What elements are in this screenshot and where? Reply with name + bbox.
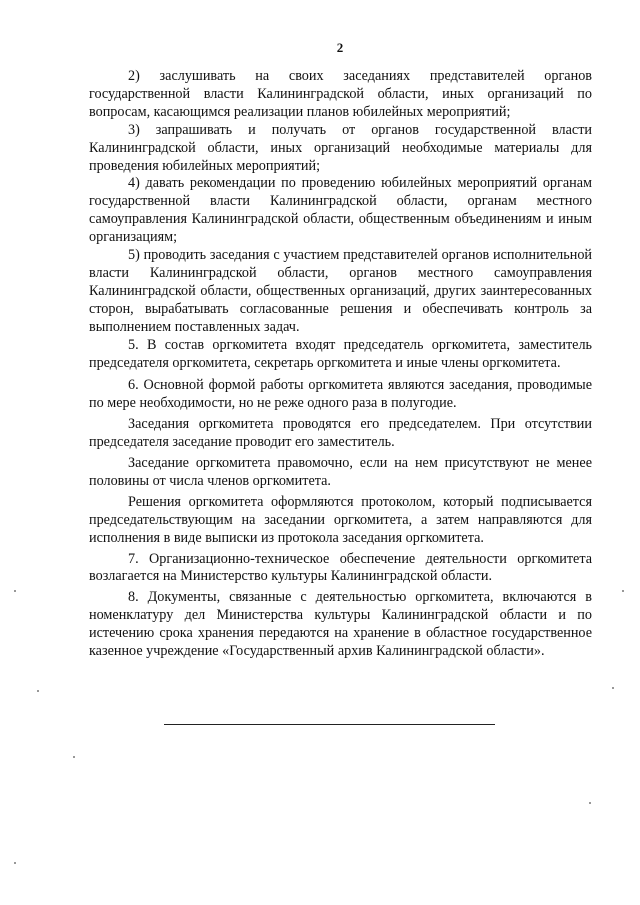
paragraph-item-5: 5) проводить заседания с участием представителей органов исполнительной власти Калининградской области, органов местного самоуправления Калининградской области, общественных организаций, других заинтересованных сторон, вырабатывать согласованные решения и обеспечивать контроль за выполнением поставленных задач.: [89, 247, 592, 335]
paragraph-item-4: 4) давать рекомендации по проведению юбилейных мероприятий органам государственной власти Калининградской области, органам местного самоуправления Калининградской области, общественным объединениям и иным организациям;: [89, 175, 592, 246]
scan-speck: [73, 756, 75, 758]
paragraph-meetings-chair: Заседания оргкомитета проводятся его председателем. При отсутствии председателя заседание проводит его заместитель.: [89, 416, 592, 451]
scan-speck: [14, 862, 16, 864]
page-number: 2: [336, 40, 344, 55]
paragraph-item-3: 3) запрашивать и получать от органов государственной власти Калининградской области, иных организаций необходимые материалы для проведения юбилейных мероприятий;: [89, 121, 592, 174]
scan-speck: [612, 687, 614, 689]
document-body: [89, 68, 592, 661]
scan-speck: [589, 802, 591, 804]
scan-speck: [14, 590, 16, 592]
paragraph-decisions: Решения оргкомитета оформляются протоколом, который подписывается председательствующим на заседании оргкомитета, а затем направляются для исполнения в виде выписки из протокола заседания оргкомитета.: [89, 493, 592, 546]
paragraph-section-5: 5. В состав оргкомитета входят председатель оргкомитета, заместитель председателя оргкомитета, секретарь оргкомитета и иные члены оргкомитета.: [89, 336, 592, 371]
paragraph-quorum: Заседание оргкомитета правомочно, если на нем присутствуют не менее половины от числа членов оргкомитета.: [89, 455, 592, 489]
paragraph-section-7: 7. Организационно-техническое обеспечение деятельности оргкомитета возлагается на Министерство культуры Калининградской области.: [89, 550, 592, 585]
paragraph-section-8: 8. Документы, связанные с деятельностью оргкомитета, включаются в номенклатуру дел Министерства культуры Калининградской области и по истечению срока хранения передаются на хранение в областное государственное казенное учреждение «Государственный архив Калининградской области».: [89, 589, 592, 660]
closing-rule: [164, 724, 495, 725]
scan-speck: [37, 690, 39, 692]
paragraph-section-6: 6. Основной формой работы оргкомитета являются заседания, проводимые по мере необходимости, но не реже одного раза в полугодие.: [89, 377, 592, 412]
paragraph-item-2: 2) заслушивать на своих заседаниях представителей органов государственной власти Калининградской области, иных организаций по вопросам, касающимся реализации планов юбилейных мероприятий;: [89, 68, 592, 120]
scan-speck: [622, 590, 624, 592]
